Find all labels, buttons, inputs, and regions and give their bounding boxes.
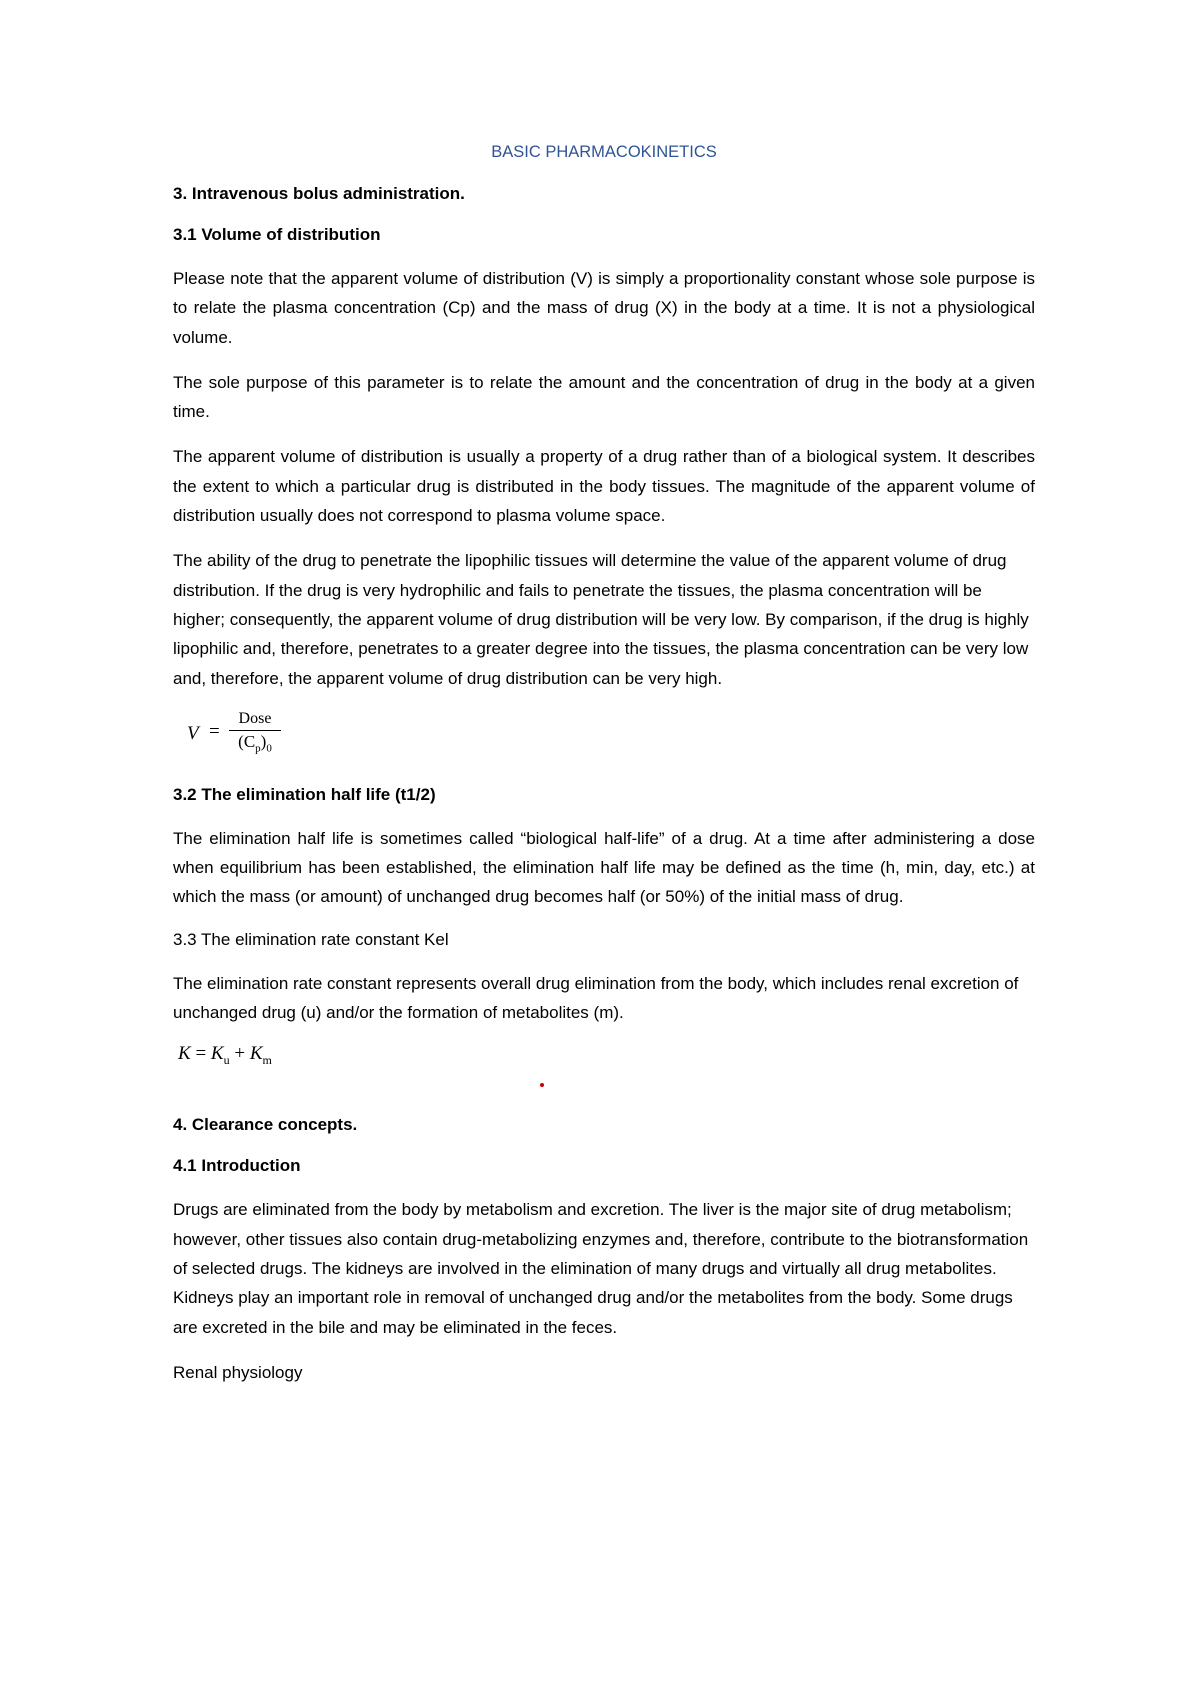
section-3-1-heading: 3.1 Volume of distribution [173,225,381,244]
section-3-2-heading: 3.2 The elimination half life (t1/2) [173,784,436,804]
document-body [173,140,1035,1403]
section-3-3-paragraph-1: The elimination rate constant represents overall drug elimination from the body, which includes renal excretion of unchanged drug (u) and/or the formation of metabolites (m). [173,973,1019,1023]
formula-v-symbol: V [187,722,199,744]
section-4-1-heading: 4.1 Introduction [173,1156,301,1176]
section-3-1-paragraph-3: The apparent volume of distribution is usually a property of a drug rather than of a biological system. It describes the extent to which a particular drug is distributed in the body tissues. The magnitude of the apparent volume of distribution usually does not correspond to plasma volume space. [173,447,1035,526]
volume-formula [187,709,1035,759]
formula-v-equals: = [209,720,220,742]
formula-v-denominator: $(C_p)_0$ [238,731,272,755]
section-3-3-heading: 3.3 The elimination rate constant Kel [173,929,449,949]
formula-ku-symbol: K [210,1043,224,1065]
formula-v-numerator: Dose [229,709,281,731]
section-4-1-paragraph-1: Drugs are eliminated from the body by metabolism and excretion. The liver is the major site of drug metabolism; however, other tissues also contain drug-metabolizing enzymes and, therefore, contribute to the biotransformation of selected drugs. The kidneys are involved in the elimination of many drugs and virtually all drug metabolites. Kidneys play an important role in removal of unchanged drug and/or the metabolites from the body. Some drugs are excreted in the bile and may be eliminated in the feces. [173,1200,1029,1337]
section-3-1-paragraph-1: Please note that the apparent volume of distribution (V) is simply a proportionality constant whose sole purpose is to relate the plasma concentration (Cp) and the mass of drug (X) in the body at a time. It is not a physiological volume. [173,269,1035,347]
formula-km-symbol: K [249,1043,263,1065]
formula-v-fraction [229,709,281,759]
section-3-2-paragraph-1: The elimination half life is sometimes called “biological half-life” of a drug. At a time after administering a dose when equilibrium has been established, the elimination half life may be defined as the time (h, min, day, etc.) at which the mass (or amount) of unchanged drug becomes half (or 50%) of the initial mass of drug. [173,828,1035,907]
section-3-heading: 3. Intravenous bolus administration. [173,184,465,203]
document-title: BASIC PHARMACOKINETICS [491,143,717,161]
section-3-1-paragraph-2: The sole purpose of this parameter is to relate the amount and the concentration of drug in the body at a given time. [173,372,1035,422]
renal-physiology-heading: Renal physiology [173,1362,303,1382]
formula-k-symbol: K [178,1043,191,1065]
section-4-heading: 4. Clearance concepts. [173,1115,358,1135]
elimination-rate-formula: $K = K_u + K_m$ [178,1043,272,1068]
red-dot-mark [540,1083,544,1087]
section-3-1-paragraph-4: The ability of the drug to penetrate the lipophilic tissues will determine the value of the apparent volume of drug distribution. If the drug is very hydrophilic and fails to penetrate the tissues, the plasma concentration will be higher; consequently, the apparent volume of drug distribution will be very low. By comparison, if the drug is highly lipophilic and, therefore, penetrates to a greater degree into the tissues, the plasma concentration can be very low and, therefore, the apparent volume of drug distribution can be very high. [173,551,1029,688]
